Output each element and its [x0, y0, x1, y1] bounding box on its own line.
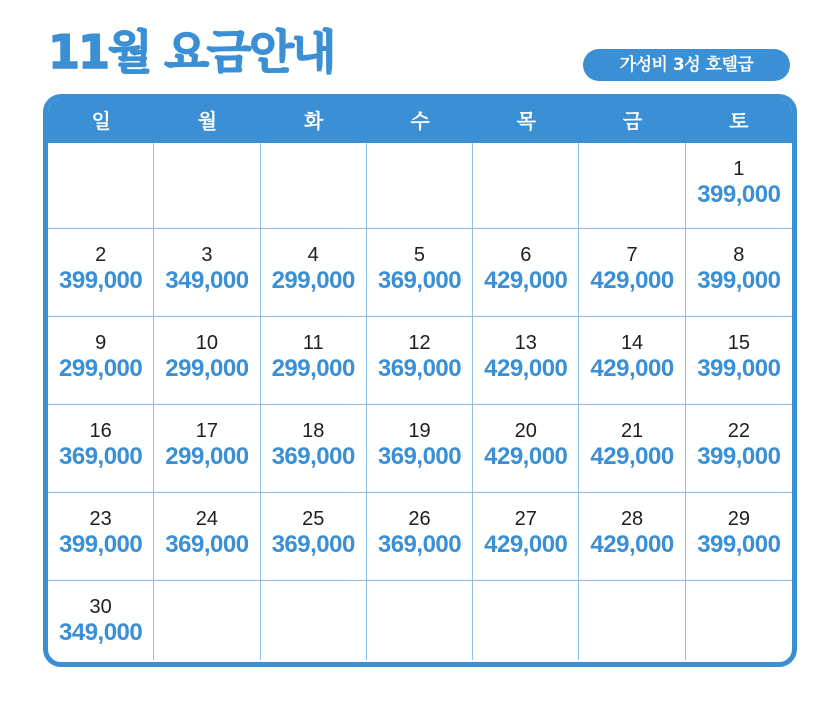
- day-price: 429,000: [590, 443, 674, 470]
- day-price: 429,000: [484, 531, 568, 558]
- day-number: 15: [727, 332, 750, 354]
- weekday-label: 화: [304, 109, 324, 133]
- day-cell: [686, 229, 792, 317]
- day-price: 399,000: [59, 531, 143, 558]
- day-price: 369,000: [377, 267, 462, 294]
- empty-day-cell: [367, 143, 473, 229]
- day-number: 30: [89, 596, 112, 618]
- weekday-label: 토: [729, 109, 749, 133]
- day-cell: [473, 493, 579, 581]
- day-number: 18: [302, 420, 325, 442]
- day-number: 2: [95, 244, 107, 266]
- day-number: 27: [514, 508, 537, 530]
- page-title: 11월 요금안내: [48, 25, 335, 79]
- day-number: 21: [620, 420, 644, 442]
- day-price: 429,000: [484, 355, 568, 382]
- day-price: 369,000: [59, 443, 143, 470]
- day-cell: [686, 493, 792, 581]
- day-number: 4: [307, 244, 319, 266]
- weekday-label: 일: [91, 109, 111, 133]
- empty-day-cell: [579, 143, 685, 229]
- empty-day-cell: [154, 143, 260, 229]
- day-cell: [473, 317, 579, 405]
- day-cell: [261, 405, 367, 493]
- weekday-label: 목: [516, 109, 536, 133]
- weekday-label: 월: [197, 109, 218, 133]
- day-cell: [261, 493, 367, 581]
- day-number: 24: [195, 508, 219, 530]
- day-number: 19: [408, 420, 431, 442]
- day-price: 299,000: [165, 355, 249, 382]
- day-cell: [367, 317, 473, 405]
- weekday-label: 금: [622, 109, 643, 133]
- day-number: 13: [514, 332, 537, 354]
- calendar-grid: [48, 143, 792, 660]
- day-cell: [473, 405, 579, 493]
- day-number: 26: [408, 508, 431, 530]
- day-number: 1: [733, 158, 745, 180]
- day-number: 17: [195, 420, 219, 442]
- price-calendar: [43, 94, 797, 667]
- day-price: 429,000: [484, 267, 568, 294]
- day-price: 369,000: [377, 531, 462, 558]
- day-number: 10: [195, 332, 219, 354]
- day-number: 11: [302, 332, 324, 354]
- day-cell: [686, 405, 792, 493]
- day-price: 399,000: [697, 355, 781, 382]
- day-price: 299,000: [271, 355, 355, 382]
- day-price: 399,000: [697, 531, 781, 558]
- day-cell: [48, 493, 154, 581]
- day-number: 6: [520, 244, 532, 266]
- empty-day-cell: [579, 581, 685, 660]
- day-number: 3: [201, 244, 213, 266]
- day-number: 29: [727, 508, 750, 530]
- weekday-header: [48, 99, 792, 143]
- day-cell: [154, 493, 260, 581]
- empty-day-cell: [367, 581, 473, 660]
- day-number: 12: [408, 332, 431, 354]
- day-cell: [48, 405, 154, 493]
- day-cell: [579, 229, 685, 317]
- day-price: 299,000: [271, 267, 355, 294]
- day-cell: [579, 493, 685, 581]
- day-price: 299,000: [59, 355, 143, 382]
- empty-day-cell: [154, 581, 260, 660]
- empty-day-cell: [473, 581, 579, 660]
- day-price: 429,000: [590, 531, 674, 558]
- day-price: 399,000: [697, 267, 781, 294]
- day-price: 369,000: [271, 531, 355, 558]
- day-price: 299,000: [165, 443, 249, 470]
- day-cell: [48, 317, 154, 405]
- day-price: 399,000: [697, 443, 781, 470]
- day-price: 429,000: [590, 267, 674, 294]
- day-cell: [367, 229, 473, 317]
- day-price: 429,000: [484, 443, 568, 470]
- weekday-label: 수: [410, 109, 430, 133]
- day-cell: [579, 317, 685, 405]
- day-number: 8: [733, 244, 745, 266]
- day-number: 7: [626, 244, 638, 266]
- day-price: 369,000: [377, 355, 462, 382]
- day-price: 349,000: [165, 267, 249, 294]
- day-cell: [473, 229, 579, 317]
- day-number: 23: [89, 508, 112, 530]
- day-cell: [367, 405, 473, 493]
- day-cell: [154, 317, 260, 405]
- day-cell: [261, 229, 367, 317]
- day-number: 5: [413, 244, 426, 266]
- day-price: 369,000: [165, 531, 249, 558]
- day-price: 399,000: [697, 181, 781, 208]
- day-number: 25: [302, 508, 325, 530]
- day-price: 369,000: [271, 443, 355, 470]
- day-number: 9: [95, 332, 107, 354]
- day-price: 369,000: [377, 443, 462, 470]
- day-number: 22: [727, 420, 750, 442]
- day-cell: [686, 143, 792, 229]
- day-number: 16: [89, 420, 112, 442]
- empty-day-cell: [686, 581, 792, 660]
- day-number: 20: [514, 420, 537, 442]
- day-number: 14: [620, 332, 644, 354]
- day-price: 399,000: [59, 267, 143, 294]
- day-number: 28: [620, 508, 644, 530]
- day-cell: [367, 493, 473, 581]
- day-cell: [154, 229, 260, 317]
- hotel-grade-badge: 가성비 3성 호텔급: [583, 49, 790, 81]
- empty-day-cell: [473, 143, 579, 229]
- day-cell: [48, 581, 154, 660]
- empty-day-cell: [48, 143, 154, 229]
- day-price: 349,000: [59, 619, 143, 646]
- empty-day-cell: [261, 581, 367, 660]
- day-cell: [48, 229, 154, 317]
- day-cell: [261, 317, 367, 405]
- day-cell: [579, 405, 685, 493]
- day-cell: [686, 317, 792, 405]
- day-price: 429,000: [590, 355, 674, 382]
- day-cell: [154, 405, 260, 493]
- empty-day-cell: [261, 143, 367, 229]
